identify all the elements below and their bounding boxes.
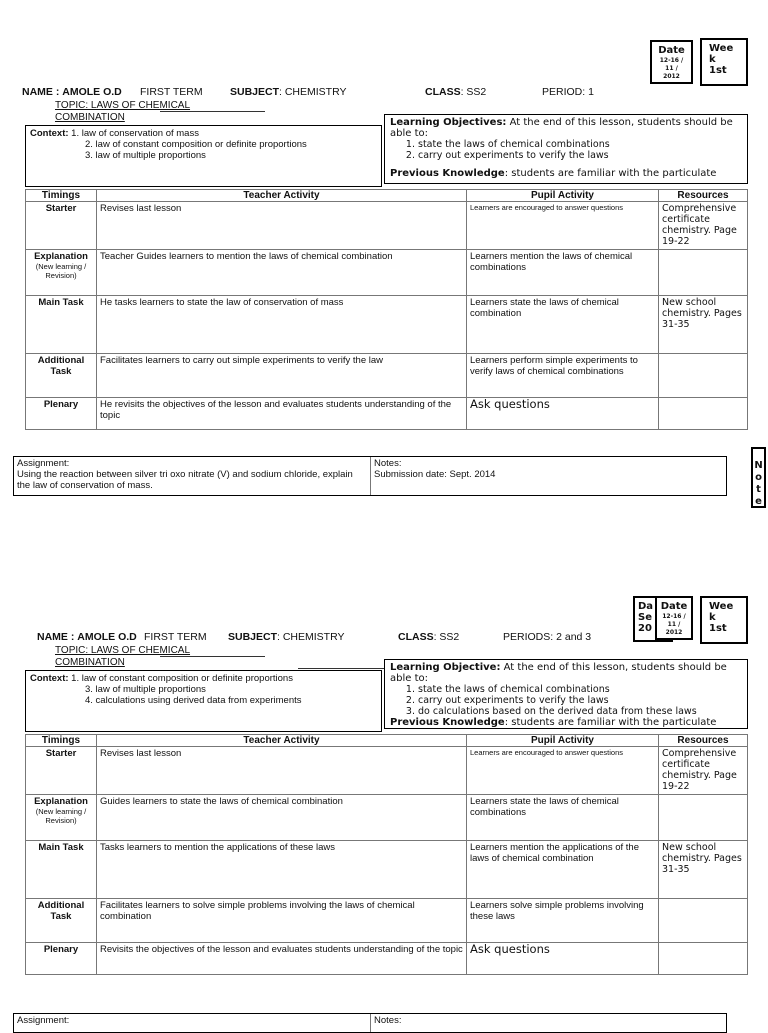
teacher-name: AMOLE O.D — [77, 631, 137, 643]
note-tab: N o t e — [751, 447, 766, 508]
week-box: Wee k 1st — [700, 38, 748, 86]
table-row: Starter Revises last lesson Learners are encouraged to answer questions Comprehensive certificate chemistry. Page 19-22 — [26, 747, 748, 795]
name-label: NAME : — [22, 86, 60, 98]
class: : SS2 — [433, 631, 460, 643]
table-row: Explanation (New learning / Revision) Guides learners to state the laws of chemical combination Learners state the laws of chemical combinations — [26, 795, 748, 841]
column-header: Teacher Activity — [97, 735, 467, 747]
date-box-behind: Da Se 20 — [633, 596, 673, 642]
column-header: Timings — [26, 735, 97, 747]
assignment-cell: Assignment: — [14, 1014, 371, 1032]
class-label: CLASS — [425, 86, 461, 98]
header-row — [22, 86, 722, 100]
column-header: Pupil Activity — [467, 735, 659, 747]
table-row: Plenary Revisits the objectives of the lesson and evaluates students understanding of the topic Ask questions — [26, 943, 748, 975]
term: FIRST TERM — [144, 631, 207, 643]
period: PERIODS: 2 and 3 — [503, 631, 592, 643]
context-box: Context: 1. law of constant composition or definite proportions 3. law of multiple proportions 4. calculations using derived data from experiments — [25, 670, 382, 732]
class: : SS2 — [460, 86, 487, 98]
assignment-notes-box — [13, 456, 727, 496]
notes-cell: Notes: Submission date: Sept. 2014 — [374, 458, 496, 480]
assignment-notes-box — [13, 1013, 727, 1033]
topic: TOPIC: LAWS OF CHEMICAL COMBINATION — [55, 100, 191, 123]
context-box: Context: 1. law of conservation of mass 2. law of constant composition or definite proportions 3. law of multiple proportions — [25, 125, 382, 187]
column-header: Resources — [659, 190, 748, 202]
term: FIRST TERM — [140, 86, 203, 98]
subject-label: SUBJECT — [230, 86, 280, 98]
date-box: Date 12-16 / 11 / 2012 — [650, 40, 693, 84]
learning-objectives-box: Learning Objectives: At the end of this lesson, students should be able to: 1. state the laws of chemical combinations 2. carry out experiments to verify the laws Previous Knowledge: students are familiar with the particulate — [384, 114, 748, 184]
topic: TOPIC: LAWS OF CHEMICAL COMBINATION — [55, 645, 191, 668]
table-row: Additional Task Facilitates learners to carry out simple experiments to verify the law Learners perform simple experiments to verify laws of chemical combinations — [26, 354, 748, 398]
teacher-name: AMOLE O.D — [62, 86, 122, 98]
header-row — [37, 631, 717, 645]
learning-objectives-box: Learning Objective: At the end of this lesson, students should be able to: 1. state the laws of chemical combinations 2. carry out experiments to verify the laws 3. do calculations based on the derived data from these laws Previous Knowledge: students are familiar with the particulate — [384, 659, 748, 729]
subject: : CHEMISTRY — [277, 631, 345, 643]
table-row: Main Task Tasks learners to mention the applications of these laws Learners mention the applications of the laws of chemical combination New school chemistry. Pages 31-35 — [26, 841, 748, 899]
table-row: Plenary He revisits the objectives of the lesson and evaluates students understanding of the topic Ask questions — [26, 398, 748, 430]
class-label: CLASS — [398, 631, 434, 643]
column-header: Pupil Activity — [467, 190, 659, 202]
table-row: Main Task He tasks learners to state the law of conservation of mass Learners state the laws of chemical combination New school chemistry. Pages 31-35 — [26, 296, 748, 354]
column-header: Timings — [26, 190, 97, 202]
week-box: Wee k 1st — [700, 596, 748, 644]
date-box: Date 12-16 / 11 / 2012 — [655, 596, 693, 640]
subject: : CHEMISTRY — [279, 86, 347, 98]
subject-label: SUBJECT — [228, 631, 278, 643]
period: PERIOD: 1 — [542, 86, 594, 98]
assignment-cell: Assignment: Using the reaction between silver tri oxo nitrate (V) and sodium chloride, explain the law of conservation of mass. — [14, 457, 371, 495]
table-row: Starter Revises last lesson Learners are encouraged to answer questions Comprehensive certificate chemistry. Page 19-22 — [26, 202, 748, 250]
activity-table — [25, 734, 748, 975]
table-row: Explanation (New learning / Revision) Teacher Guides learners to mention the laws of chemical combination Learners mention the laws of chemical combinations — [26, 250, 748, 296]
name-label: NAME : — [37, 631, 75, 643]
column-header: Resources — [659, 735, 748, 747]
column-header: Teacher Activity — [97, 190, 467, 202]
activity-table — [25, 189, 748, 430]
table-row: Additional Task Facilitates learners to solve simple problems involving the laws of chemical combination Learners solve simple problems involving these laws — [26, 899, 748, 943]
notes-cell: Notes: — [374, 1015, 402, 1026]
